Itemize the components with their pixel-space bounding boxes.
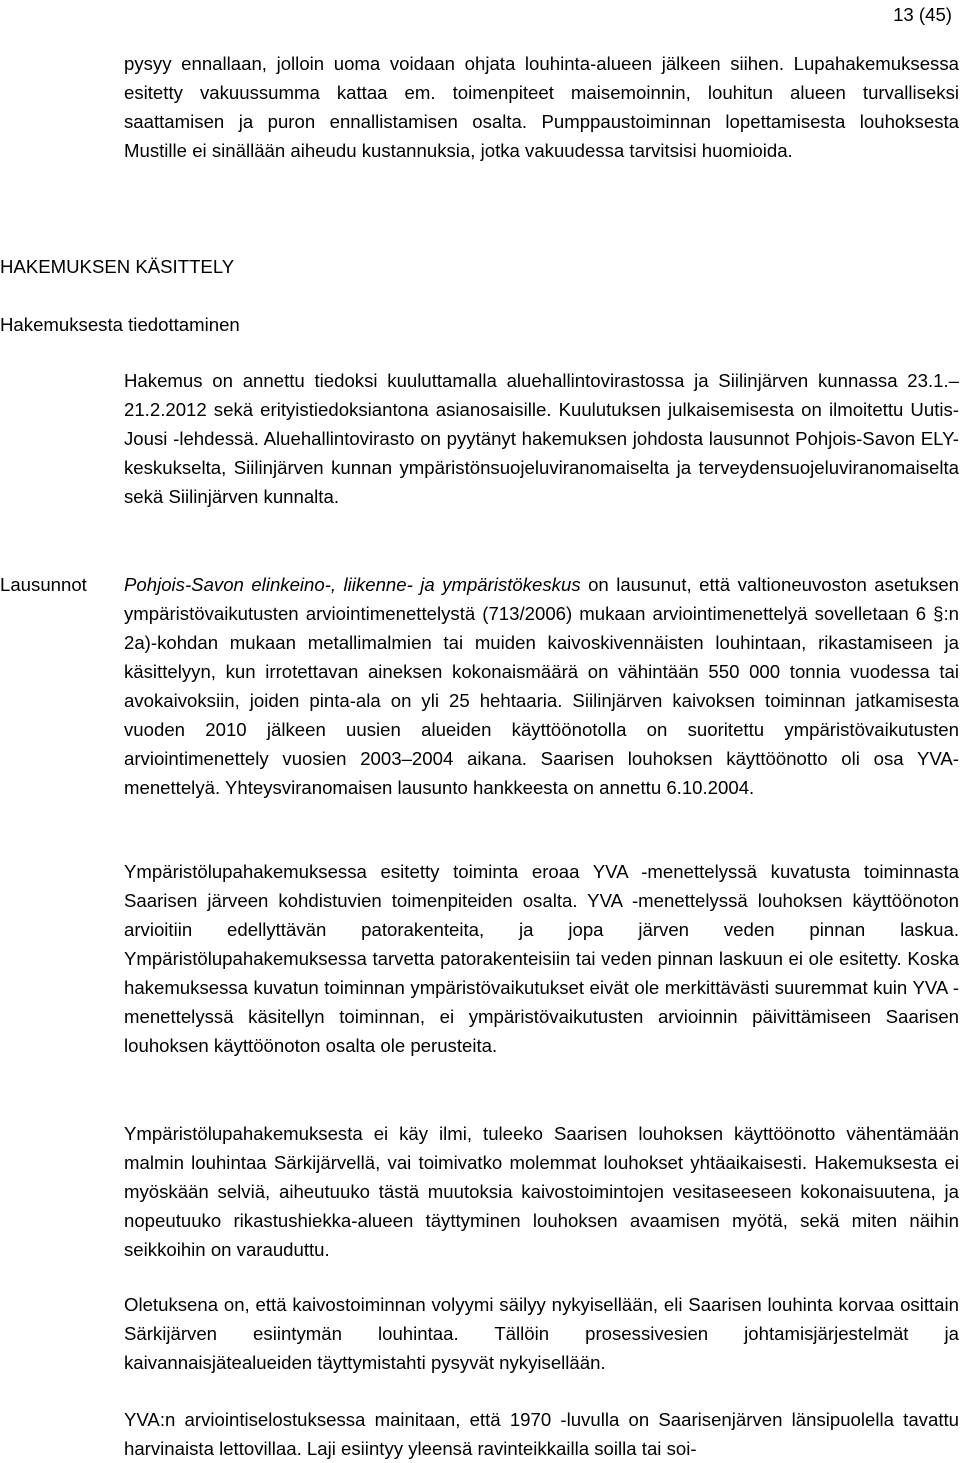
notification-paragraph: Hakemus on annettu tiedoksi kuuluttamalla aluehallintovirastossa ja Siilinjärven kunnassa 23.1.–21.2.2012 sekä erityistiedoksiantona asianosaisille. Kuulutuksen julkaisemisesta on ilmoitettu Uutis-Jousi -lehdessä. Aluehallintovirasto on pyytänyt hakemuksen johdosta lausunnot Pohjois-Savon ELY-keskukselta, Siilinjärven kunnan ympäristönsuojeluviranomaiselta ja terveydensuojeluviranomaiselta sekä Siilinjärven kunnalta.	[124, 370, 959, 507]
statement-text: on lausunut, että valtioneuvoston asetuksen ympäristövaikutusten arviointimenettelystä (713/2006) mukaan arviointimenettelyä sovelletaan 6 §:n 2a)-kohdan mukaan metallimalmien tai muiden kaivoskivennäisten louhintaan, rikastamiseen ja käsittelyyn, kun irrotettavan aineksen kokonaismäärä on vähintään 550 000 tonnia vuodessa tai avokaivoksiin, joiden pinta-ala on yli 25 hehtaaria. Siilinjärven kaivoksen toiminnan jatkamisesta vuoden 2010 jälkeen uusien alueiden käyttöönotolla on suoritettu ympäristövaikutusten arviointimenettely vuosien 2003–2004 aikana. Saarisen louhoksen käyttöönotto oli osa YVA-menettelyä. Yhteysviranomaisen lausunto hankkeesta on annettu 6.10.2004.	[124, 574, 959, 798]
yva-difference-paragraph: Ympäristölupahakemuksessa esitetty toiminta eroaa YVA -menettelyssä kuvatusta toiminnasta Saarisen järveen kohdistuvien toimenpiteiden osalta. YVA -menettelyssä louhoksen käyttöönoton arvioitiin edellyttävän patorakenteita, ja jopa järven veden pinnan laskua. Ympäristölupahakemuksessa tarvetta patorakenteisiin tai veden pinnan laskuun ei ole esitetty. Koska hakemuksessa kuvatun toiminnan ympäristövaikutukset eivät ole merkittävästi suuremmat kuin YVA -menettelyssä käsitellyn toiminnan, ei ympäristövaikutusten arvioinnin päivittämiseen Saarisen louhoksen käyttöönoton osalta ole perusteita.	[124, 861, 959, 1056]
page-number: 13 (45)	[893, 4, 952, 25]
statement-authority: Pohjois-Savon elinkeino-, liikenne- ja ympäristökeskus	[124, 574, 581, 595]
sarkijarvi-paragraph: Ympäristölupahakemuksesta ei käy ilmi, tuleeko Saarisen louhoksen käyttöönotto vähentämään malmin louhintaa Särkijärvellä, vai toimivatko molemmat louhokset yhtäaikaisesti. Hakemuksesta ei myöskään selviä, aiheutuuko tästä muutoksia kaivostoimintojen vesitaseeseen kokonaisuutena, ja nopeutuuko rikastushiekka-alueen täyttyminen louhoksen avaamisen myötä, sekä miten näihin seikkoihin on varauduttu.	[124, 1123, 959, 1260]
assumption-paragraph: Oletuksena on, että kaivostoiminnan volyymi säilyy nykyisellään, eli Saarisen louhinta korvaa osittain Särkijärven esiintymän louhintaa. Tällöin prosessivesien johtamisjärjestelmät ja kaivannaisjätealueiden täyttymistahti pysyvät nykyisellään.	[124, 1294, 959, 1373]
yva-report-paragraph: YVA:n arviointiselostuksessa mainitaan, että 1970 -luvulla on Saarisenjärven länsipuolella tavattu harvinaista lettovillaa. Laji esiintyy yleensä ravinteikkailla soilla tai soi-	[124, 1409, 959, 1459]
intro-paragraph: pysyy ennallaan, jolloin uoma voidaan ohjata louhinta-alueen jälkeen siihen. Lupahakemuksessa esitetty vakuussumma kattaa em. toimenpiteet maisemoinnin, louhitun alueen turvalliseksi saattamisen ja puron ennallistamisen osalta. Pumppaustoiminnan lopettamisesta louhoksesta Mustille ei sinällään aiheudu kustannuksia, jotka vakuudessa tarvitsisi huomioida.	[124, 53, 959, 161]
statement-paragraph	[124, 570, 959, 802]
section-heading: HAKEMUKSEN KÄSITTELY	[0, 256, 235, 277]
statements-label: Lausunnot	[0, 574, 87, 595]
subsection-heading: Hakemuksesta tiedottaminen	[0, 314, 240, 335]
